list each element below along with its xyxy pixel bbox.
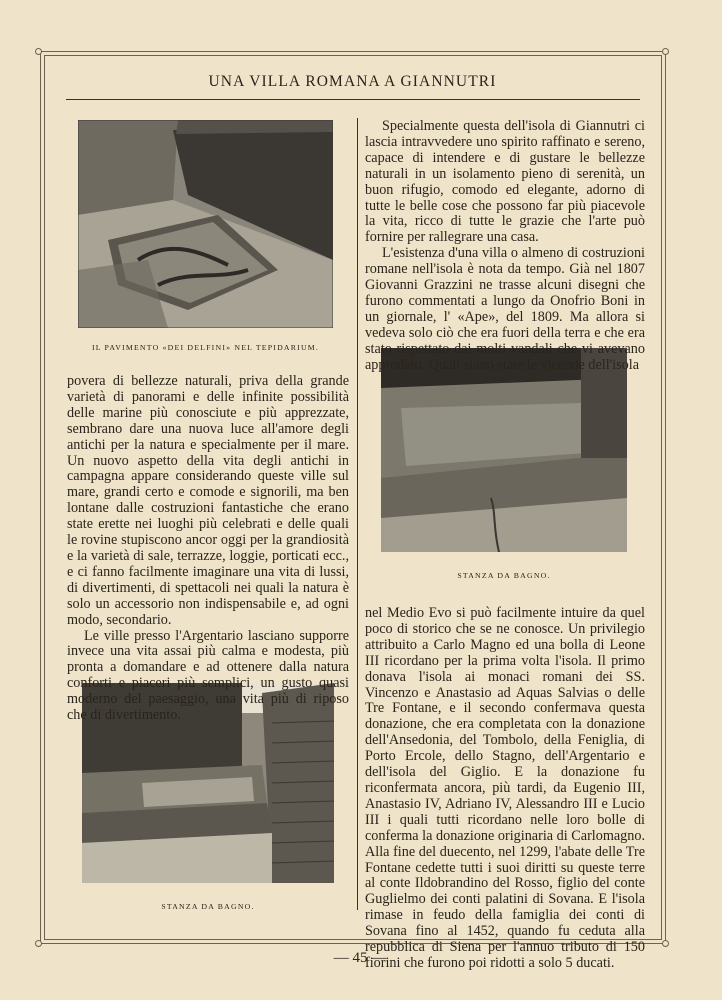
paragraph: Specialmente questa dell'isola di Giannutri ci lascia intravvedere uno spirito raffinato e sereno, capace di intendere e di gustare le bellezze naturali in un isolamento pieno di serenità, un buon rifugio, comodo ed elegante, adorno di tutte le belle cose che possono far più piacevole la vita, ricco di tutte le grazie che l'arte può fornire per rallegrare una casa. [365,118,645,246]
frame-corner-ornament [35,940,42,947]
running-title: UNA VILLA ROMANA A GIANNUTRI [208,73,497,90]
page-number: — 45 — [333,950,387,966]
paragraph: povera di bellezze naturali, priva della grande varietà di panorami e delle infinite possibilità delle marine più conosciute e più apprezzate, sembrano dare una nuova luce all'amore degli antichi per la natura e specialmente per il mare. Un nuovo aspetto della vita degli antichi in campagna appare considerando queste ville sul mare, grandi certo e comode e signorili, ma ben lontane dalle costruzioni fantastiche che erano state erette nei luoghi più celebrati e delle quali le rovine stupiscono ancor oggi per la grandiosità e la varietà di sale, terrazze, loggie, porticati ecc., e ci fanno facilmente imaginare una vita di lussi, di divertimenti, di spettacoli nei quali la natura è solo un accessorio non indispensabile e, ad ogni modo, secondario. [67,373,349,628]
figure-caption: IL PAVIMENTO «DEI DELFINI» NEL TEPIDARIUM. [91,343,320,352]
header-rule [66,99,640,100]
frame-right-line [665,51,666,944]
paragraph: nel Medio Evo si può facilmente intuire da quel poco di storico che se ne conosce. Un privilegio attribuito a Carlo Magno ed una bolla di Leone III ricordano per la prima volta l'isola. Il primo donava l'isola ai monaci romani dei SS. Vincenzo e Anastasio ad Aquas Salvias o delle Tre Fontane, e il secondo confermava questa donazione, che era completata con la donazione dell'Ansedonia, del Tombolo, della Feniglia, di Porto Ercole, dello Stagno, dell'Argentario e dell'isola del Giglio. E la donazione fu riconfermata ancora, più tardi, da Eugenio III, Anastasio IV, Adriano IV, Alessandro III e Lucio III i quali tutti ricordano nelle loro bolle di conferma la donazione originaria di Carlomagno. Alla fine del duecento, nel 1299, l'abate delle Tre Fontane cedette tutti i suoi diritti su queste terre al conte Ildobrandino del Rosso, figlio del conte Guglielmo dei conti palatini di Sovana. E l'isola rimase in feudo della famiglia dei conti di Sovana fino al 1452, quando fu ceduta alla repubblica di Siena per l'annuo tributo di 150 fiorini che furono poi ridotti a solo 5 ducati. [365,605,645,971]
frame-top-line-inner [44,55,662,56]
frame-top-line [40,51,666,52]
column-rule [357,118,358,910]
left-column-text [67,374,349,724]
figure-caption: STANZA DA BAGNO. [161,902,255,911]
paragraph: L'esistenza d'una villa o almeno di costruzioni romane nell'isola è nota da tempo. Già nel 1807 Giovanni Grazzini ne trasse alcuni disegni che furono commentati a lungo da Onofrio Boni in un giornale, l' «Ape», del 1809. Ma allora si vedeva solo ciò che era fuori della terra e che era stato rispettato dai molti vandali che vi avevano approdato. Quali siano state le vicende dell'isola [365,245,645,373]
paragraph: Le ville presso l'Argentario lasciano supporre invece una vita assai più calma e modesta, più pronta a domandare e ad ottenere dalla natura conforti e piaceri più semplici, un gusto quasi moderno del paesaggio, una vita più di riposo che di divertimento. [67,627,349,724]
right-column-text-bottom [365,606,645,972]
right-column-text-top [365,119,645,374]
frame-right-line-inner [661,55,662,940]
frame-corner-ornament [662,48,669,55]
photo-bath-room-upper [381,348,627,552]
figure-caption: STANZA DA BAGNO. [457,571,551,580]
frame-left-line-inner [44,55,45,940]
photo-dolphin-mosaic-floor [78,120,333,328]
frame-left-line [40,51,41,944]
frame-corner-ornament [35,48,42,55]
frame-corner-ornament [662,940,669,947]
